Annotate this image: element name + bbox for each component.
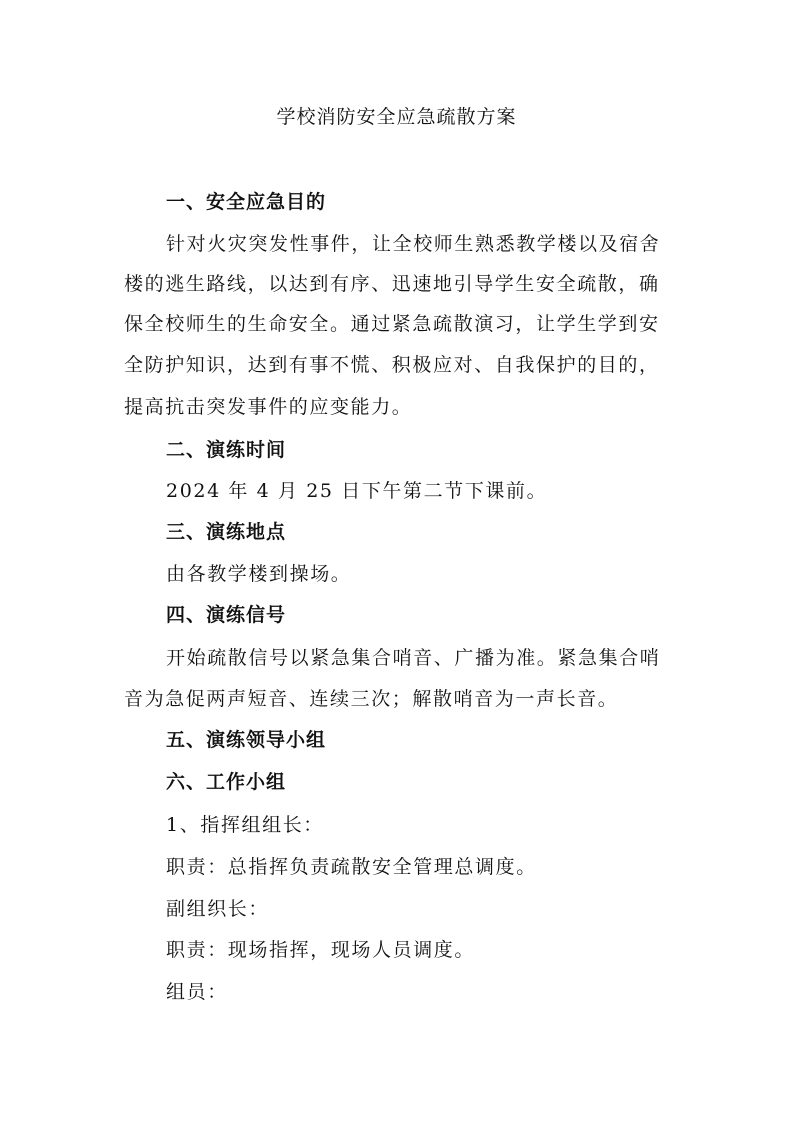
section-heading-time: 二、演练时间 xyxy=(166,439,287,461)
group-members: 组员： xyxy=(166,981,228,1003)
paragraph-line: 楼的逃生路线，以达到有序、迅速地引导学生安全疏散，确 xyxy=(124,273,660,295)
paragraph-line: 保全校师生的生命安全。通过紧急疏散演习，让学生学到安 xyxy=(124,313,660,335)
section-heading-work-groups: 六、工作小组 xyxy=(166,771,287,793)
paragraph-line: 针对火灾突发性事件，让全校师生熟悉教学楼以及宿舍 xyxy=(166,233,661,255)
paragraph-line: 提高抗击突发事件的应变能力。 xyxy=(124,396,413,418)
command-group-leader: 1、指挥组组长： xyxy=(166,814,324,836)
section-heading-signal: 四、演练信号 xyxy=(166,604,287,626)
command-leader-duty: 职责：总指挥负责疏散安全管理总调度。 xyxy=(166,856,537,878)
vice-leader-duty: 职责：现场指挥，现场人员调度。 xyxy=(166,939,476,961)
paragraph-line: 全防护知识，达到有事不慌、积极应对、自我保护的目的， xyxy=(124,354,660,376)
drill-date-text: 2024 年 4 月 25 日下午第二节下课前。 xyxy=(166,480,548,502)
paragraph-line: 开始疏散信号以紧急集合哨音、广播为准。紧急集合哨 xyxy=(166,647,661,669)
paragraph-line: 音为急促两声短音、连续三次；解散哨音为一声长音。 xyxy=(124,688,619,710)
section-heading-location: 三、演练地点 xyxy=(166,521,287,543)
vice-leader: 副组织长： xyxy=(166,898,270,920)
section-heading-leadership: 五、演练领导小组 xyxy=(166,729,327,751)
document-title: 学校消防安全应急疏散方案 xyxy=(276,106,517,128)
drill-location-text: 由各教学楼到操场。 xyxy=(166,563,352,585)
section-heading-purpose: 一、安全应急目的 xyxy=(166,191,327,213)
